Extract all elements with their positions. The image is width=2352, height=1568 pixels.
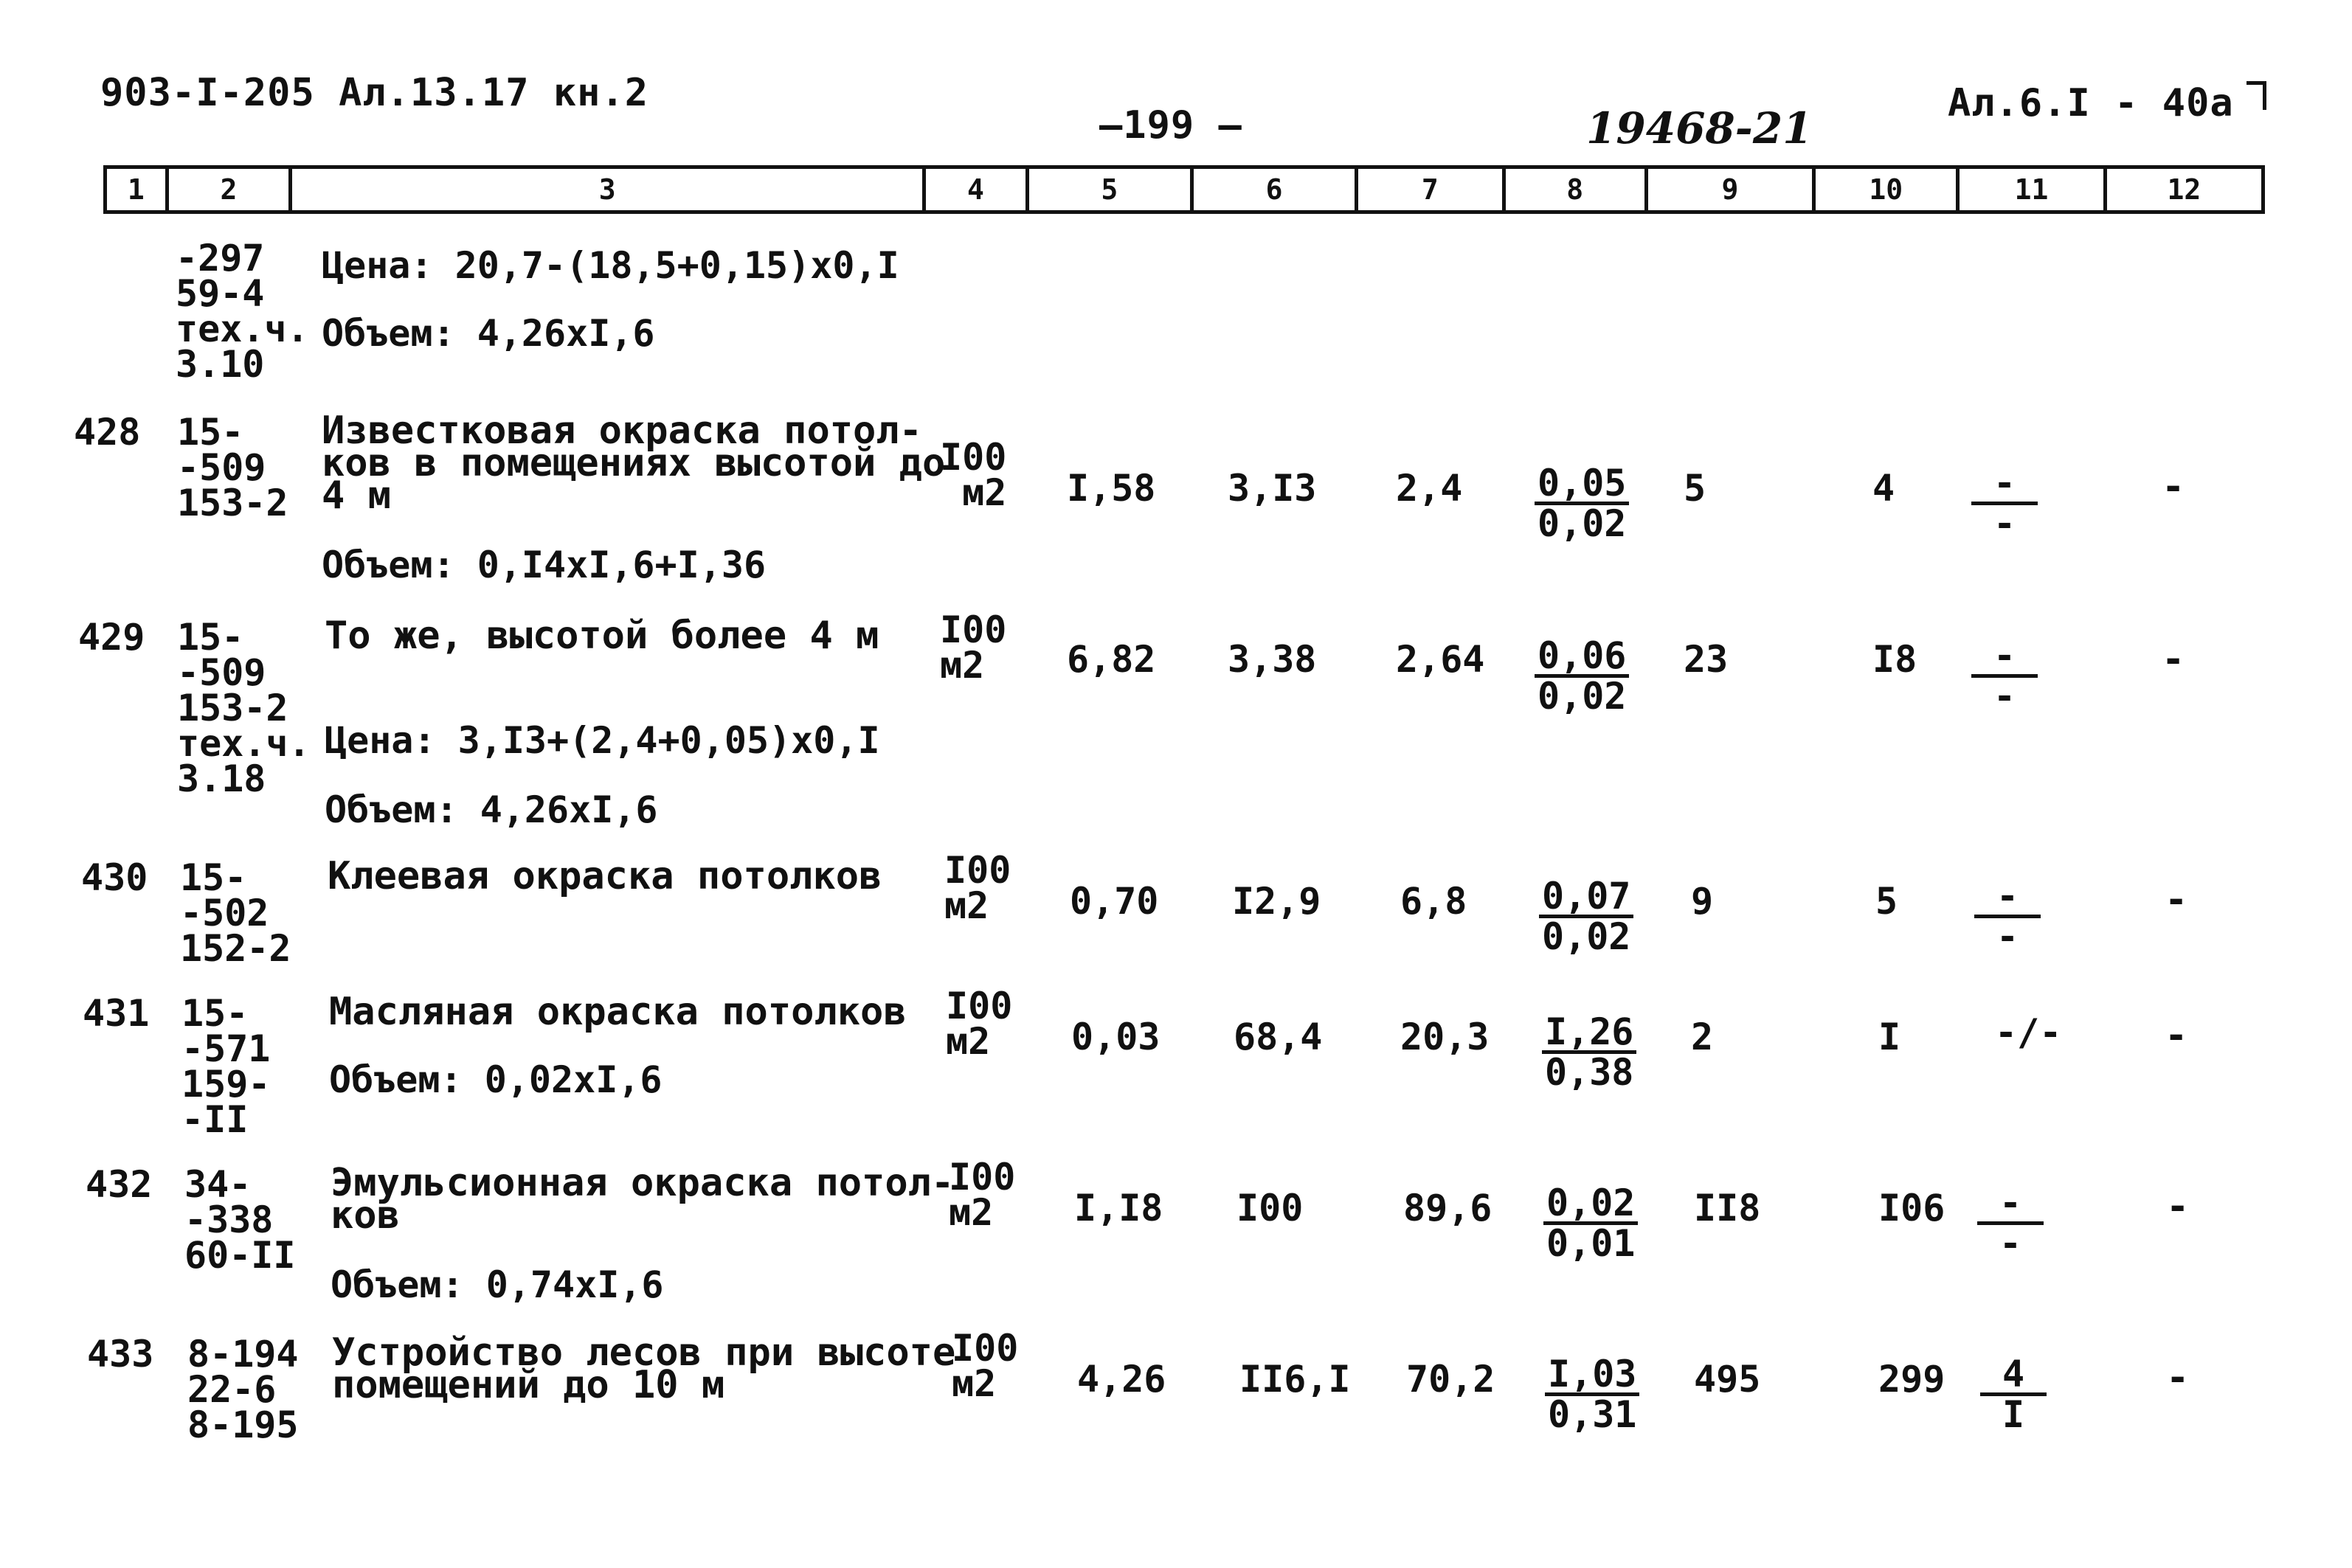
col8-fraction (1542, 1010, 1636, 1094)
col12-value: - (2162, 637, 2185, 681)
fraction-numerator: I,03 (1545, 1356, 1639, 1396)
description-line: ков (331, 1193, 400, 1238)
description-line: помещений до 10 м (332, 1363, 725, 1407)
description-line: 4 м (322, 473, 391, 518)
item-number: 432 (86, 1163, 153, 1206)
col9-value: 495 (1694, 1358, 1761, 1401)
col8-fraction (1545, 1353, 1639, 1436)
price-note: Цена: 3,I3+(2,4+0,05)x0,I (325, 719, 880, 762)
col9-value: 2 (1691, 1016, 1714, 1058)
fraction-denominator: 0,38 (1545, 1051, 1634, 1094)
col7-value: 89,6 (1403, 1187, 1493, 1229)
code-line: 152-2 (180, 927, 291, 970)
fraction-numerator: 0,02 (1543, 1184, 1638, 1225)
col8-fraction (1535, 634, 1629, 718)
volume-note: Объем: 4,26xI,6 (322, 312, 655, 355)
unit-line: м2 (940, 644, 985, 687)
code-line: 15- (181, 992, 249, 1035)
col7-value: 20,3 (1400, 1016, 1490, 1058)
fraction-denominator: - (1996, 915, 2019, 958)
col5-value: I,I8 (1074, 1187, 1163, 1229)
code-line: 8-195 (187, 1404, 299, 1446)
fraction-denominator: 0,01 (1546, 1222, 1636, 1265)
code-line: 59-4 (176, 272, 265, 315)
col5-value: I,58 (1067, 467, 1156, 510)
item-description (331, 1161, 955, 1238)
col9-value: 5 (1684, 467, 1706, 510)
col9-value: 9 (1691, 880, 1714, 923)
code-line: тех.ч. (176, 308, 309, 350)
col6-value: 68,4 (1234, 1016, 1323, 1058)
col6-value: I00 (1236, 1187, 1304, 1229)
column-header: 4 (926, 169, 1029, 210)
col9-value: II8 (1694, 1187, 1761, 1229)
column-header: 7 (1358, 169, 1505, 210)
col5-value: 4,26 (1077, 1358, 1166, 1401)
col10-value: I06 (1878, 1187, 1945, 1229)
col11-fraction (1977, 1182, 2044, 1265)
col11-fraction (1971, 462, 2038, 545)
code-line: -297 (176, 237, 265, 280)
code-cell (181, 992, 271, 1141)
column-header-row (103, 165, 2265, 214)
fraction-numerator: 0,06 (1535, 637, 1629, 678)
sheet-label: Ал.6.I - 40а (1948, 81, 2234, 125)
col8-fraction (1539, 875, 1633, 958)
code-line: 15- (177, 411, 244, 454)
col11-fraction (1974, 875, 2041, 958)
code-cell (177, 411, 288, 524)
fraction-numerator: - (1971, 465, 2038, 505)
col6-value: 3,38 (1228, 638, 1317, 681)
unit-line: I00 (949, 1156, 1016, 1198)
fraction-denominator: - (1993, 675, 2016, 718)
code-cell (176, 237, 309, 386)
unit-cell (952, 1327, 1019, 1405)
col12-value: - (2165, 878, 2188, 922)
fraction-numerator: 0,05 (1535, 465, 1629, 505)
item-description: Клеевая окраска потолков (328, 854, 882, 898)
fraction-numerator: - (1971, 637, 2038, 678)
volume-note: Объем: 0,02xI,6 (329, 1058, 663, 1101)
description-line: Эмульсионная окраска потол- (331, 1161, 955, 1205)
col12-value: - (2162, 465, 2185, 509)
code-cell (180, 856, 291, 970)
item-description (322, 409, 946, 518)
code-cell (177, 616, 311, 800)
unit-line: I00 (940, 608, 1007, 651)
unit-line: м2 (949, 1191, 994, 1234)
document-code: 903-I-205 Ал.13.17 кн.2 (100, 71, 649, 115)
unit-cell (946, 985, 1013, 1063)
fraction-denominator: I (2002, 1393, 2025, 1436)
fraction-numerator: - (1974, 878, 2041, 918)
unit-line: I00 (940, 436, 1007, 479)
code-line: -571 (181, 1027, 271, 1070)
col12-value: - (2165, 1013, 2188, 1058)
column-header: 1 (107, 169, 169, 210)
code-line: -509 (177, 651, 266, 694)
column-header: 9 (1648, 169, 1816, 210)
col10-value: 5 (1875, 880, 1898, 923)
col7-value: 6,8 (1400, 880, 1467, 923)
unit-cell (940, 608, 1007, 687)
code-line: 153-2 (177, 482, 288, 524)
code-line: 15- (180, 856, 247, 899)
col6-value: II6,I (1239, 1358, 1351, 1401)
unit-cell (940, 436, 1007, 514)
unit-line: I00 (952, 1327, 1019, 1370)
description-line: Устройство лесов при высоте (332, 1331, 956, 1375)
column-header: 10 (1816, 169, 1960, 210)
unit-line: м2 (946, 1020, 991, 1063)
description-line: Известковая окраска потол- (322, 409, 922, 453)
column-header: 5 (1029, 169, 1194, 210)
fraction-numerator: 0,07 (1539, 878, 1633, 918)
col11-fraction (1971, 634, 2038, 718)
code-line: 3.18 (177, 757, 266, 800)
fraction-denominator: - (1993, 502, 2016, 545)
volume-note: Объем: 0,I4xI,6+I,36 (322, 544, 767, 586)
code-line: 3.10 (176, 343, 265, 386)
code-cell (184, 1163, 296, 1277)
price-note: Цена: 20,7-(18,5+0,15)x0,I (322, 244, 899, 287)
code-line: 153-2 (177, 687, 288, 729)
fraction-denominator: 0,31 (1548, 1393, 1637, 1436)
col10-value: I (1878, 1016, 1901, 1058)
unit-cell (949, 1156, 1016, 1234)
col11-fraction (1980, 1353, 2047, 1436)
code-line: -II (181, 1098, 249, 1141)
col6-value: 3,I3 (1228, 467, 1317, 510)
item-description (332, 1331, 956, 1407)
code-line: 15- (177, 616, 244, 659)
column-header: 8 (1506, 169, 1648, 210)
col7-value: 2,64 (1396, 638, 1485, 681)
item-number: 430 (81, 856, 148, 899)
column-header: 6 (1194, 169, 1358, 210)
unit-line: м2 (944, 884, 989, 927)
code-line: 22-6 (187, 1368, 277, 1411)
item-number: 431 (83, 992, 150, 1035)
fraction-denominator: 0,02 (1538, 675, 1627, 718)
fraction-denominator: 0,02 (1538, 502, 1627, 545)
col8-fraction (1535, 462, 1629, 545)
col10-value: 4 (1872, 467, 1895, 510)
description-line: ков в помещениях высотой до (322, 441, 946, 485)
code-line: тех.ч. (177, 722, 311, 765)
column-header: 11 (1960, 169, 2106, 210)
fraction-denominator: 0,02 (1542, 915, 1631, 958)
unit-cell (944, 849, 1011, 927)
corner-mark (2246, 81, 2266, 110)
column-header: 3 (292, 169, 926, 210)
unit-line: I00 (944, 849, 1011, 892)
col6-value: I2,9 (1232, 880, 1321, 923)
col5-value: 0,70 (1070, 880, 1159, 923)
col5-value: 6,82 (1067, 638, 1156, 681)
item-description: То же, высотой более 4 м (325, 614, 879, 658)
code-line: -338 (184, 1198, 274, 1241)
code-line: 34- (184, 1163, 252, 1206)
unit-line: м2 (962, 471, 1007, 514)
page-number: —199 — (1099, 103, 1242, 148)
col12-value: - (2166, 1356, 2190, 1400)
fraction-numerator: - (1977, 1184, 2044, 1225)
col7-value: 70,2 (1406, 1358, 1495, 1401)
col10-value: I8 (1872, 638, 1917, 681)
col8-fraction (1543, 1182, 1638, 1265)
fraction-numerator: I,26 (1542, 1013, 1636, 1054)
volume-note: Объем: 0,74xI,6 (331, 1263, 664, 1306)
unit-line: м2 (952, 1362, 997, 1405)
item-number: 429 (78, 616, 145, 659)
fraction-numerator: 4 (1980, 1356, 2047, 1396)
unit-line: I00 (946, 985, 1013, 1027)
code-cell (187, 1333, 299, 1446)
col12-value: - (2166, 1184, 2190, 1229)
item-description: Масляная окраска потолков (329, 990, 907, 1034)
col7-value: 2,4 (1396, 467, 1463, 510)
col9-value: 23 (1684, 638, 1729, 681)
column-header: 2 (169, 169, 292, 210)
handwritten-number: 19468-21 (1586, 103, 1813, 153)
code-line: -502 (180, 892, 269, 934)
code-line: 159- (181, 1063, 271, 1106)
code-line: -509 (177, 446, 266, 489)
col5-value: 0,03 (1071, 1016, 1161, 1058)
column-header: 12 (2167, 173, 2201, 206)
code-line: 8-194 (187, 1333, 299, 1376)
col10-value: 299 (1878, 1358, 1945, 1401)
col11-value: -/- (1995, 1011, 2062, 1054)
code-line: 60-II (184, 1234, 296, 1277)
item-number: 428 (74, 411, 141, 454)
fraction-denominator: - (1999, 1222, 2022, 1265)
volume-note: Объем: 4,26xI,6 (325, 788, 658, 831)
item-number: 433 (87, 1333, 154, 1376)
